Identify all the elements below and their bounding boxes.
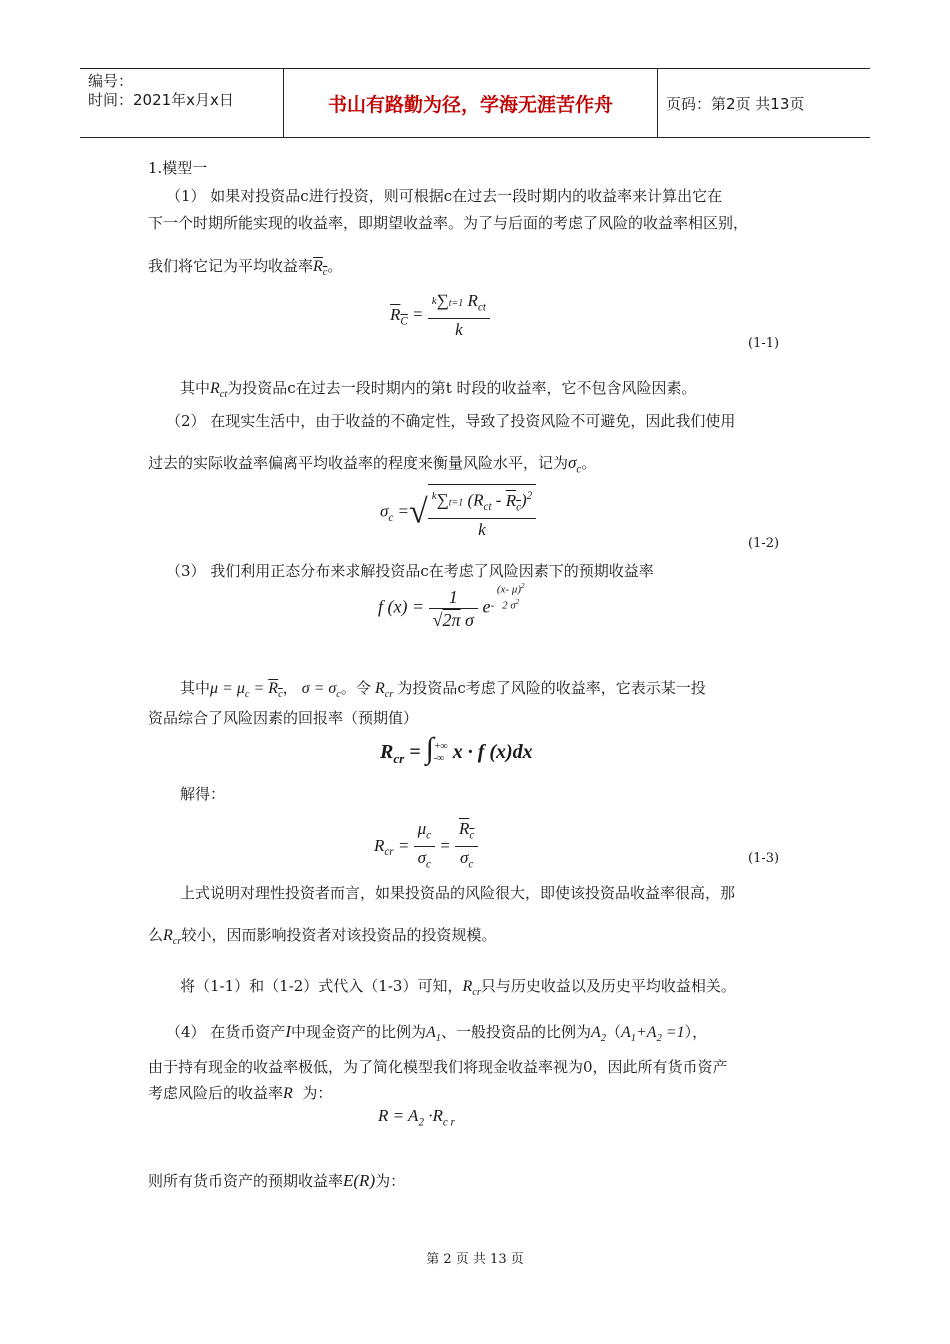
paragraph-7-pre: 将（1-1）和（1-2）式代入（1-3）可知，: [180, 977, 463, 995]
paragraph-5-line-2: 资品综合了风险因素的回报率（预期值）: [148, 709, 419, 727]
paragraph-8-line-3: [148, 1083, 332, 1104]
paragraph-2-pre: 其中: [180, 379, 211, 397]
page-footer: 第 2 页 共 13 页: [426, 1252, 524, 1267]
paragraph-1-text: 我们将它记为平均收益率: [148, 257, 314, 275]
math-sigma-c: $\sigma_c$: [568, 453, 582, 476]
paragraph-5-line-1: [180, 678, 706, 705]
math-expected-r: E(R): [343, 1171, 376, 1190]
equation-1-3-number: (1-3): [748, 851, 780, 866]
paragraph-9-post: 为：: [375, 1172, 406, 1190]
paragraph-8-line-3-end: 为：: [302, 1084, 333, 1102]
math-r-ct: $R_{ct}$: [210, 380, 228, 401]
paragraph-8-line-3-text: 考虑风险后的收益率: [148, 1084, 284, 1102]
paragraph-4: （3） 我们利用正态分布来求解投资品c在考虑了风险因素下的预期收益率: [166, 562, 654, 580]
equation-normal-pdf: f (x) = $\frac{1}{\text{√2π σ}}$ e- (x- μ)$^2$ 2 $\sigma^2$: [378, 582, 525, 630]
paragraph-1-line-1: （1） 如果对投资品c进行投资，则可根据c在过去一段时期内的收益率来计算出它在: [166, 187, 723, 205]
equation-1-3-fraction-2: $\frac{R_c}{\sigma_c}$: [455, 818, 478, 876]
math-i: I: [285, 1022, 291, 1041]
math-a-sum: $A_1+A_2 =1$: [621, 1024, 685, 1045]
paragraph-8-e: ），: [684, 1023, 708, 1041]
paragraph-8-line-2: 由于持有现金的收益率极低，为了简化模型我们将现金收益率视为0，因此所有货币资产: [148, 1058, 728, 1076]
equation-1-3-fraction-1: $\frac{\mu_c}{\sigma_c}$: [414, 818, 435, 876]
paragraph-2-post: 为投资品c在过去一段时期内的第t 时段的收益率，它不包含风险因素。: [227, 379, 697, 397]
paragraph-7: [180, 976, 736, 1003]
math-r: R: [283, 1085, 293, 1102]
paragraph-8-line-1: [166, 1022, 707, 1049]
equation-1-1-number: (1-1): [748, 336, 780, 351]
paragraph-3-line-2: [148, 453, 596, 479]
paragraph-6-post: 较小，因而影响投资者对该投资品的投资规模。: [181, 926, 497, 944]
equation-1-1-fraction: $\frac{^k\sum t=1 R_{ct}}{k}$: [428, 290, 490, 341]
header-page-info: 页码：第2页 共13页: [666, 94, 805, 113]
equation-1-2-number: (1-2): [748, 536, 780, 551]
math-mean-return: $R_c$: [313, 258, 328, 279]
math-r-cr-3: $R_{cr}$: [462, 978, 481, 999]
paragraph-8-b: 中现金资产的比例为: [290, 1023, 426, 1041]
paragraph-3-line-1: （2） 在现实生活中，由于收益的不确定性，导致了投资风险不可避免，因此我们使用: [166, 412, 736, 430]
equation-1-2-fraction: $\frac{^k\sum t=1 (R_{ct} - R_c)^2}{k}$: [428, 484, 537, 541]
paragraph-5-post: 为投资品c考虑了风险的收益率，它表示某一投: [397, 679, 706, 697]
equation-r: $R = A_2 \cdot R_{c r}$: [378, 1106, 455, 1129]
math-a1: $A_1$: [426, 1024, 441, 1045]
paragraph-5-let: 。令: [340, 679, 371, 697]
number-label: 编号：: [88, 72, 134, 90]
paragraph-7-post: 只与历史收益以及历史平均收益相关。: [480, 977, 736, 995]
paragraph-1-line-3: [148, 256, 342, 283]
math-r-cr-2: $R_{cr}$: [163, 927, 182, 948]
paragraph-3-text: 过去的实际收益率偏离平均收益率的程度来衡量风险水平，记为: [148, 454, 569, 472]
equation-1-2: $\sigma_c$ =√ $\frac{^k\sum t=1 (R_{ct} - R_c)^2}{k}$: [380, 484, 536, 541]
paragraph-8-c: 、一般投资品的比例为: [440, 1023, 591, 1041]
paragraph-6-line-2: [148, 925, 496, 952]
header-motto: 书山有路勤为径，学海无涯苦作舟: [283, 69, 658, 137]
header-meta: [88, 72, 278, 110]
paragraph-6-line-1: 上式说明对理性投资者而言，如果投资品的风险很大，即使该投资品收益率很高，那: [180, 884, 736, 902]
paragraph-5-comma: ，: [282, 679, 298, 697]
math-sigma-def: $\sigma = \sigma_c$: [297, 680, 341, 701]
equation-1-1: $R_C$ = $\frac{^k\sum t=1 R_{ct}}{k}$: [390, 290, 490, 341]
paragraph-9-pre: 则所有货币资产的预期收益率: [148, 1172, 344, 1190]
solve-label: 解得：: [180, 785, 226, 803]
paragraph-8-d: （: [605, 1023, 621, 1041]
document-header: [80, 68, 870, 138]
paragraph-2: [180, 378, 697, 405]
equation-integral: $R_{cr}$ = ∫ +∞ -∞ x · f (x)dx: [380, 732, 533, 766]
normal-pdf-fraction: $\frac{1}{\text{√2π σ}}$: [429, 586, 478, 631]
math-mu-def: $\mu = \mu_c = R_c$: [210, 680, 283, 701]
paragraph-8-a: （4） 在货币资产: [166, 1023, 286, 1041]
time-label: 时间：2021年x月x日: [88, 91, 234, 109]
paragraph-1-end: 。: [327, 257, 343, 275]
paragraph-3-end: 。: [581, 454, 597, 472]
math-r-cr: $R_{cr}$: [370, 680, 394, 701]
paragraph-5-pre: 其中: [180, 679, 211, 697]
section-title: 1.模型一: [148, 159, 208, 177]
paragraph-9: [148, 1171, 405, 1191]
paragraph-6-pre: 么: [148, 926, 164, 944]
math-a2: $A_2$: [591, 1024, 606, 1045]
equation-1-3: $R_{cr}$ = $\frac{\mu_c}{\sigma_c}$ = $\frac{R_c}{\sigma_c}$: [374, 818, 478, 876]
paragraph-1-line-2: 下一个时期所能实现的收益率，即期望收益率。为了与后面的考虑了风险的收益率相区别，: [148, 214, 749, 232]
